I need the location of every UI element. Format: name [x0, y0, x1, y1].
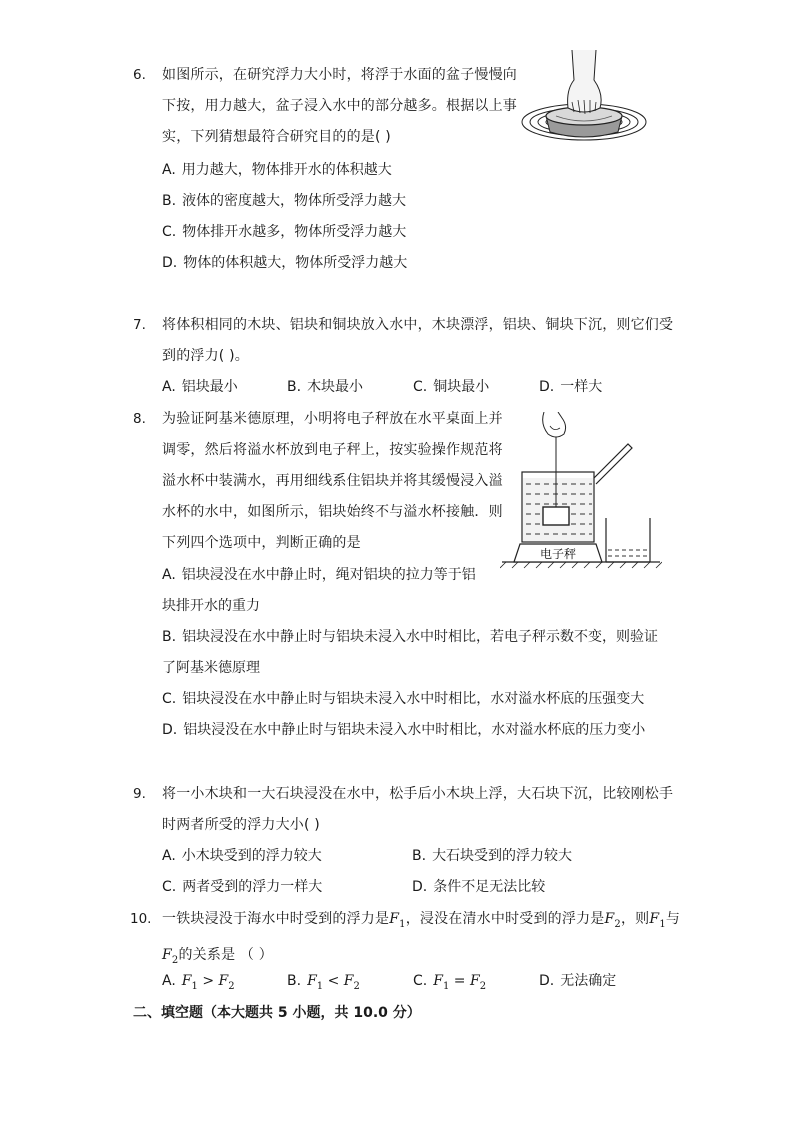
option-c: C. 铜块最小: [413, 379, 490, 395]
option-d: D. 铝块浸没在水中静止时与铝块未浸入水中时相比，水对溢水杯底的压力变小: [162, 722, 646, 738]
option-c: C. 铝块浸没在水中静止时与铝块未浸入水中时相比，水对溢水杯底的压强变大: [162, 691, 645, 707]
option-b: B. 大石块受到的浮力较大: [412, 848, 573, 864]
question-number: 10.: [130, 911, 152, 927]
stem-line: 到的浮力( )。: [162, 348, 249, 364]
stem-line: 一铁块浸没于海水中时受到的浮力是$F_1$，浸没在清水中时受到的浮力是$F_2$，则$F_1$与: [162, 911, 681, 930]
question-stem: [162, 310, 673, 372]
question-stem: [162, 904, 680, 976]
question-stem: [162, 60, 517, 153]
option-b: B. 液体的密度越大，物体所受浮力越大: [162, 193, 407, 209]
option-b: B. 木块最小: [287, 379, 364, 395]
stem-line: 实，下列猜想最符合研究目的的是( ): [162, 129, 391, 145]
option-a: A. 用力越大，物体排开水的体积越大: [162, 162, 392, 178]
scale-label: 电子秤: [539, 547, 577, 561]
stem-line: 将体积相同的木块、铝块和铜块放入水中，木块漂浮，铝块、铜块下沉，则它们受: [162, 317, 674, 333]
stem-line: 如图所示，在研究浮力大小时，将浮于水面的盆子慢慢向: [162, 67, 517, 83]
question-stem: [162, 404, 503, 559]
question-number: 9.: [133, 786, 146, 802]
stem-line: 为验证阿基米德原理，小明将电子秤放在水平桌面上并: [162, 411, 503, 427]
option-a: A. 小木块受到的浮力较大: [162, 848, 322, 864]
stem-line: 下列四个选项中，判断正确的是: [162, 535, 361, 551]
stem-line: 将一小木块和一大石块浸没在水中，松手后小木块上浮，大石块下沉，比较刚松手: [162, 786, 674, 802]
option-d: D. 条件不足无法比较: [412, 879, 546, 895]
stem-line: 时两者所受的浮力大小( ): [162, 817, 320, 833]
question-number: 7.: [133, 317, 146, 333]
stem-line: $F_2$的关系是 （ ）: [162, 946, 273, 966]
section-heading: 二、填空题（本大题共 5 小题，共 10.0 分）: [133, 1005, 421, 1021]
option-d: D. 物体的体积越大，物体所受浮力越大: [162, 255, 408, 271]
question-number: 8.: [133, 411, 146, 427]
stem-line: 水杯的水中，如图所示，铝块始终不与溢水杯接触．则: [162, 504, 503, 520]
stem-line: 调零，然后将溢水杯放到电子秤上，按实验操作规范将: [162, 442, 503, 458]
stem-line: 溢水杯中装满水，再用细线系住铝块并将其缓慢浸入溢: [162, 473, 503, 489]
option-d: D. 无法确定: [539, 973, 617, 989]
basin-figure: [518, 50, 650, 145]
overflow-cup-figure: [500, 412, 662, 570]
option-b: B. 铝块浸没在水中静止时与铝块未浸入水中时相比，若电子秤示数不变，则验证 了阿基米德原理: [162, 629, 659, 676]
option-a: A. 铝块最小: [162, 379, 238, 395]
option-a: A. 铝块浸没在水中静止时，绳对铝块的拉力等于铝 块排开水的重力: [162, 567, 476, 614]
option-d: D. 一样大: [539, 379, 603, 395]
option-b: B. $F_1 < F_2$: [287, 973, 360, 992]
question-stem: [162, 779, 673, 841]
option-c: C. $F_1 = F_2$: [413, 973, 487, 992]
question-number: 6.: [133, 67, 146, 83]
option-c: C. 物体排开水越多，物体所受浮力越大: [162, 224, 407, 240]
stem-line: 下按，用力越大，盆子浸入水中的部分越多。根据以上事: [162, 98, 517, 114]
option-a: A. $F_1 > F_2$: [162, 973, 235, 992]
option-c: C. 两者受到的浮力一样大: [162, 879, 323, 895]
